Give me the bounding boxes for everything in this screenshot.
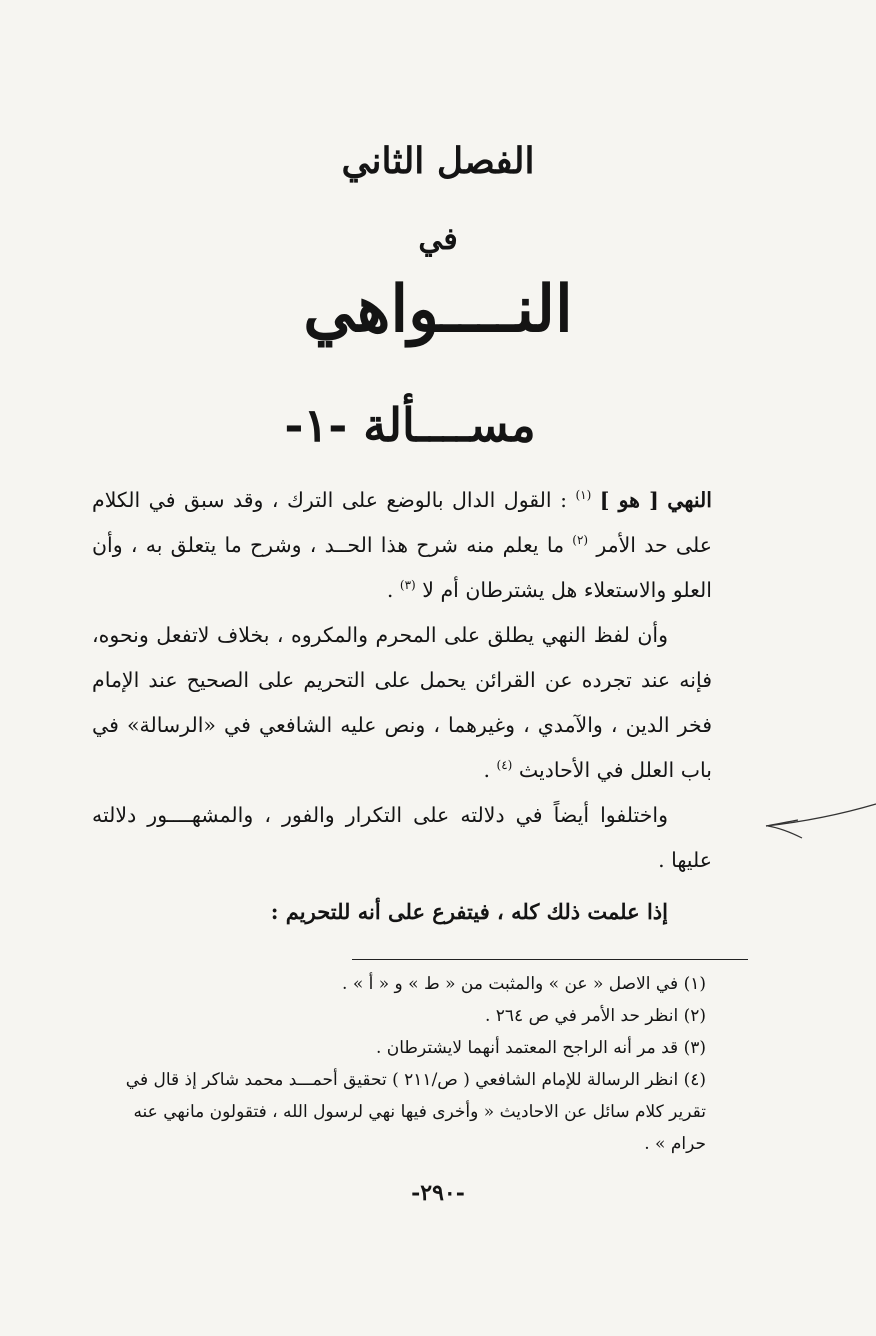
paragraph-2 <box>92 613 712 793</box>
footnote-ref-4[interactable]: (٤) <box>496 758 513 773</box>
page-number: -٢٩٠- <box>411 1180 465 1206</box>
footnote-separator <box>352 959 748 960</box>
paragraph-1-middle: : القول الدال بالوضع على الترك ، وقد سبق في الكلام على حد الأمر <box>92 488 712 557</box>
paragraph-2-close: . <box>483 758 490 782</box>
paragraph-1 <box>92 478 712 613</box>
chapter-title: الفصل الثاني <box>341 140 535 182</box>
margin-annotation-mark <box>762 800 876 842</box>
paragraph-3: واختلفوا أيضاً في دلالته على التكرار والفور ، والمشهــــور دلالته عليها . <box>92 803 712 872</box>
conclusion-line: إذا علمت ذلك كله ، فيتفرع على أنه للتحريم : <box>270 899 668 924</box>
paragraph-1-close: . <box>386 578 394 602</box>
footnote-2: (٢) انظر حد الأمر في ص ٢٦٤ . <box>484 1006 706 1026</box>
footnote-3: (٣) قد مر أنه الراجح المعتمد أنهما لايشترطان . <box>375 1038 706 1058</box>
bracket-insertion: [ هو ] <box>599 488 659 512</box>
chapter-subject: النــــواهي <box>303 272 573 347</box>
term-nahy: النهي <box>667 488 712 512</box>
footnotes <box>122 968 706 1160</box>
issue-heading: مســــألة -١- <box>284 398 536 452</box>
paragraph-2-main: وأن لفظ النهي يطلق على المحرم والمكروه ، بخلاف لاتفعل ونحوه، فإنه عند تجرده عن القرائن يحمل على التحريم على الصحيح عند الإمام فخر الدين ، والآمدي ، وغيرهما ، ونص عليه الشافعي في «الرسالة» في باب العلل في الأحاديث <box>92 623 712 782</box>
footnote-4: (٤) انظر الرسالة للإمام الشافعي ( ص/٢١١ ) تحقيق أحمـــد محمد شاكر إذ قال في تقرير كلام سائل عن الاحاديث « وأخرى فيها نهي لرسول الله ، فتقولون مانهي عنه حرام » . <box>125 1070 706 1154</box>
footnote-ref-1[interactable]: (١) <box>575 488 592 503</box>
chapter-preposition: في <box>418 222 458 257</box>
footnote-ref-3[interactable]: (٣) <box>399 578 416 593</box>
footnote-ref-2[interactable]: (٢) <box>572 533 589 548</box>
paragraph-1-end: ما يعلم منه شرح هذا الحــد ، وشرح ما يتعلق به ، وأن العلو والاستعلاء هل يشترطان أم لا <box>92 533 712 602</box>
footnote-1: (١) في الاصل « عن » والمثبت من « ط » و « أ » . <box>342 974 706 994</box>
body-text <box>92 478 712 934</box>
